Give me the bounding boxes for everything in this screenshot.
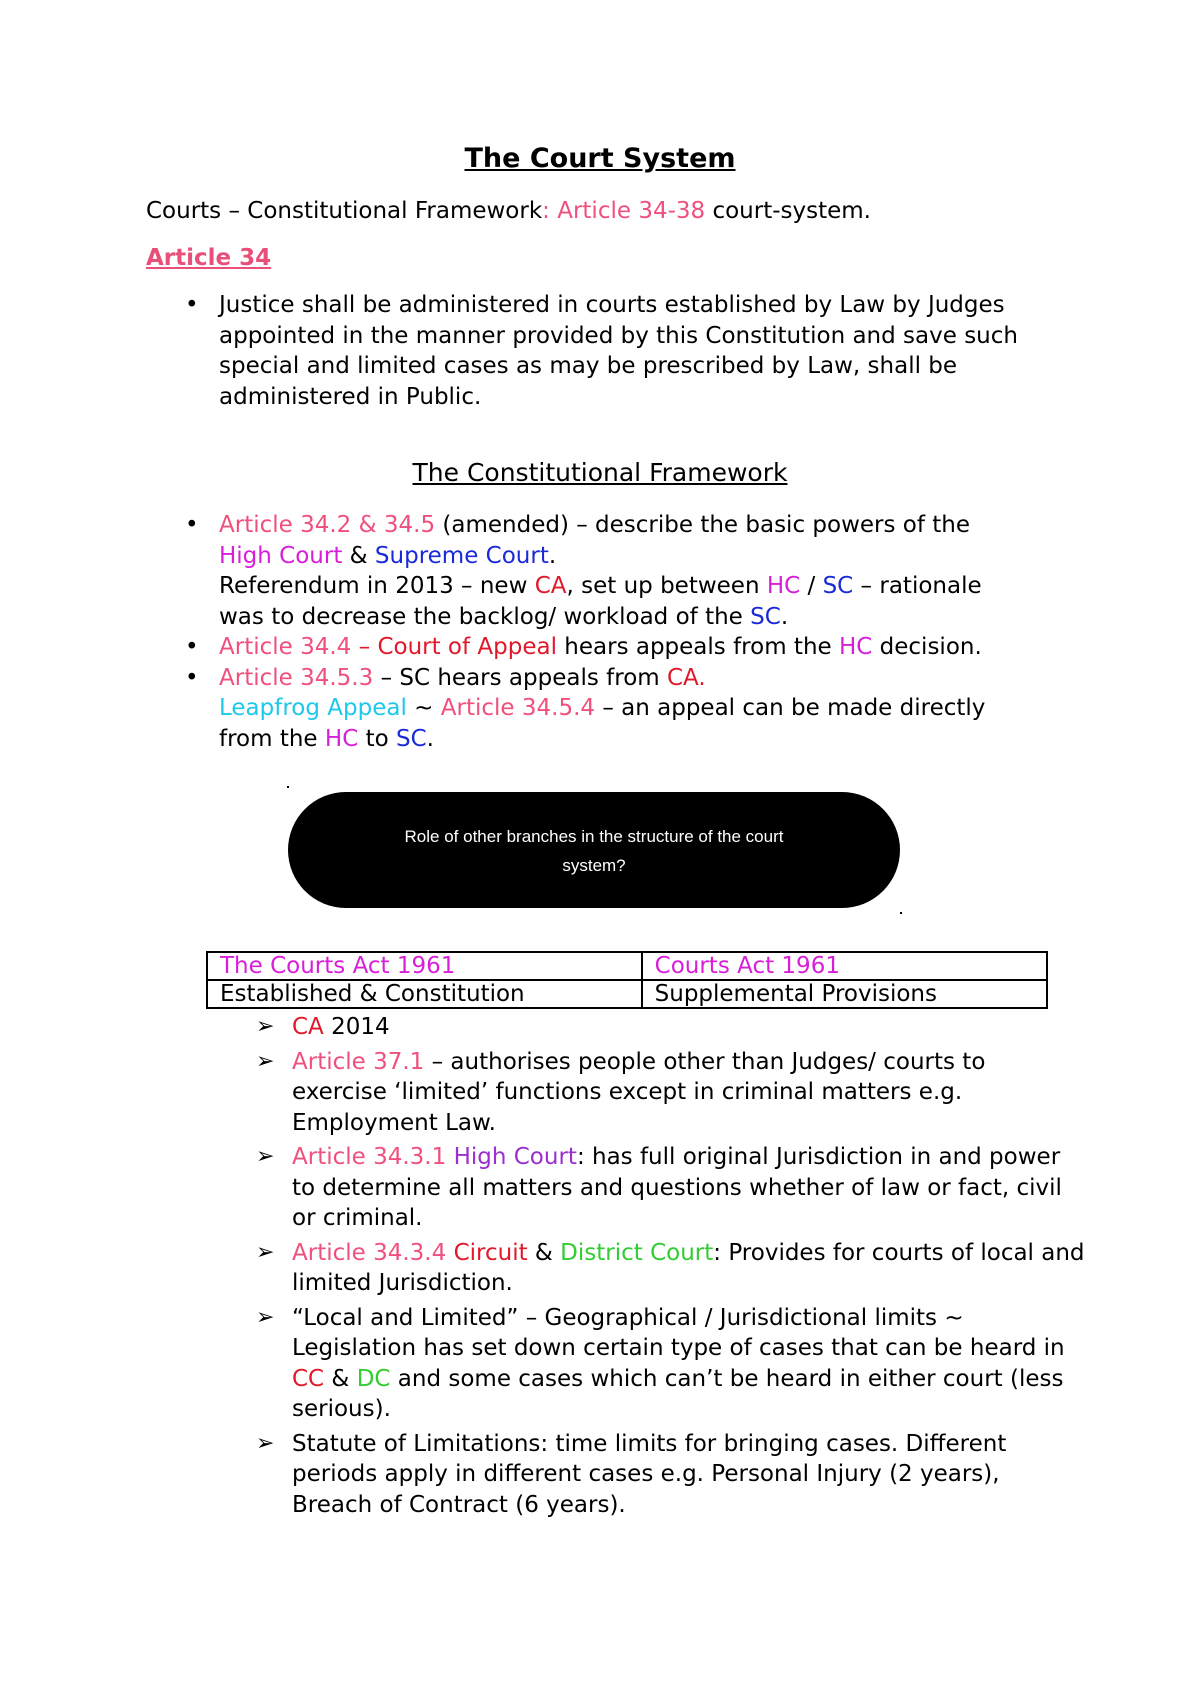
hc-ref: HC	[766, 573, 801, 599]
article-34-text: Justice shall be administered in courts established by Law by Judges appointed in the manner provided by this Constitution and save such special and limited cases as may be prescribed by Law, shall be administered in Public.	[219, 292, 1018, 410]
text: , set up between	[566, 573, 767, 599]
dc-ref: DC	[356, 1365, 391, 1392]
framework-heading: The Constitutional Framework	[412, 458, 788, 487]
article-34-heading: Article 34	[146, 245, 272, 271]
table-row	[207, 952, 1047, 980]
cc-ref: CC	[292, 1365, 325, 1392]
text: .	[548, 542, 557, 569]
courts-act-table	[206, 951, 1048, 1009]
article-ref: Article 34.2 & 34.5	[219, 512, 436, 538]
text: –	[351, 634, 378, 660]
ca-ref: CA	[292, 1014, 324, 1040]
text: .	[426, 725, 434, 752]
arrow-bullet-icon: ➢	[256, 1144, 275, 1169]
article-ref: Article 34.4	[219, 634, 352, 660]
text: – SC hears appeals from	[373, 664, 667, 691]
intro-colon: :	[542, 198, 550, 224]
leapfrog-appeal-ref: Leapfrog Appeal	[219, 695, 407, 721]
intro-suffix: court-system.	[705, 198, 871, 224]
arrow-bullet-icon: ➢	[256, 1430, 275, 1456]
intro-prefix: Courts – Constitutional Framework	[146, 198, 543, 224]
text: 2014	[323, 1014, 390, 1040]
text: : has full original Jurisdiction in and power to determine all matters and questions whether of law or fact, civil or criminal.	[292, 1144, 1062, 1231]
list-item	[185, 632, 1085, 663]
intro-articles: Article 34-38	[557, 198, 706, 224]
text: : Provides for courts of local and limited Jurisdiction.	[292, 1239, 1085, 1296]
list-item	[185, 510, 1085, 632]
court-of-appeal-ref: Court of Appeal	[377, 634, 557, 660]
oval-handle	[900, 912, 902, 914]
oval-line-2: system?	[562, 856, 626, 875]
page-title: The Court System	[464, 143, 736, 174]
table-cell: Established & Constitution	[207, 980, 642, 1008]
list-item	[185, 663, 1085, 755]
bullet-icon: •	[185, 664, 199, 691]
arrow-list	[256, 1012, 1086, 1524]
arrow-bullet-icon: ➢	[256, 1048, 275, 1074]
list-item	[256, 1012, 1086, 1043]
table-cell: Courts Act 1961	[642, 952, 1047, 980]
text: decision.	[872, 634, 982, 660]
text: &	[342, 542, 375, 569]
text: ~	[406, 695, 441, 721]
list-item	[256, 1142, 1086, 1234]
oval-caption	[288, 822, 900, 880]
text: &	[324, 1365, 357, 1392]
list-item	[256, 1047, 1086, 1139]
bullet-icon: •	[185, 512, 199, 538]
text	[446, 1240, 453, 1266]
hc-ref: HC	[324, 725, 359, 752]
text: /	[800, 573, 823, 599]
district-court-ref: District Court	[560, 1239, 714, 1266]
article-ref: Article 34.3.1	[292, 1144, 447, 1170]
hc-ref: HC	[838, 634, 873, 660]
text: – an appeal can be made directly	[595, 695, 986, 721]
text: from the	[219, 725, 325, 752]
text: hears appeals from the	[556, 634, 839, 660]
text: and some cases which can’t be heard in either court (less serious).	[292, 1365, 1064, 1422]
high-court-ref: High Court	[453, 1144, 577, 1170]
sc-ref: SC	[822, 573, 854, 599]
list-item	[185, 290, 1085, 412]
article-ref: Article 37.1	[292, 1048, 425, 1075]
table-cell: Supplemental Provisions	[642, 980, 1047, 1008]
article-ref: Article 34.5.3	[219, 664, 374, 691]
circuit-court-ref: Circuit	[453, 1239, 528, 1266]
arrow-bullet-icon: ➢	[256, 1304, 275, 1330]
text: Statute of Limitations: time limits for bringing cases. Different periods apply in different cases e.g. Personal Injury (2 years), Breach of Contract (6 years).	[292, 1430, 1007, 1518]
bullet-icon: •	[185, 292, 199, 318]
article-ref: Article 34.3.4	[292, 1239, 447, 1266]
ca-ref: CA	[534, 573, 567, 599]
list-item	[256, 1303, 1086, 1425]
text: (amended) – describe the basic powers of the	[435, 512, 971, 538]
text: – rationale	[853, 573, 982, 599]
text: “Local and Limited” – Geographical / Jurisdictional limits ~ Legislation has set down certain type of cases that can be heard in	[292, 1304, 1065, 1361]
sc-ref: SC	[750, 603, 781, 630]
text	[446, 1144, 453, 1170]
ca-ref: CA.	[667, 664, 706, 691]
arrow-bullet-icon: ➢	[256, 1239, 275, 1265]
bullet-icon: •	[185, 634, 199, 660]
text: was to decrease the backlog/ workload of the	[219, 603, 751, 630]
text: .	[780, 603, 789, 630]
article-34-bullets	[185, 290, 1085, 412]
text: to	[358, 725, 396, 752]
text: Referendum in 2013 – new	[219, 573, 535, 599]
text: &	[527, 1239, 561, 1266]
oval-handle	[287, 786, 289, 788]
sc-ref: SC	[395, 725, 427, 752]
list-item	[256, 1238, 1086, 1299]
article-ref: Article 34.5.4	[440, 695, 596, 721]
table-row	[207, 980, 1047, 1008]
framework-bullets	[185, 510, 1085, 754]
high-court-ref: High Court	[219, 542, 343, 569]
table-cell: The Courts Act 1961	[207, 952, 642, 980]
arrow-bullet-icon: ➢	[256, 1014, 275, 1039]
supreme-court-ref: Supreme Court	[374, 542, 549, 569]
text: – authorises people other than Judges/ courts to exercise ‘limited’ functions except in criminal matters e.g. Employment Law.	[292, 1048, 986, 1136]
intro-line	[146, 196, 871, 227]
oval-line-1: Role of other branches in the structure of the court	[404, 827, 784, 846]
list-item	[256, 1429, 1086, 1521]
